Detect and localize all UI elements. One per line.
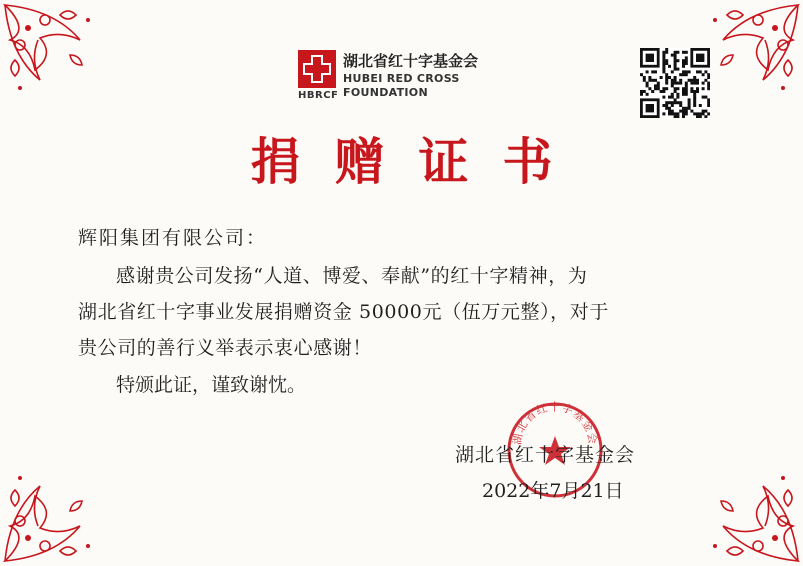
body-line: 贵公司的善行义举表示衷心感谢！ — [78, 337, 373, 359]
body-line: 湖北省红十字事业发展捐赠资金 50000元（伍万元整），对于 — [78, 301, 609, 323]
certificate-title: 捐赠证书 — [250, 132, 587, 191]
red-cross-icon — [298, 50, 336, 88]
qr-code-icon — [640, 48, 710, 118]
recipient-salutation: 辉阳集团有限公司： — [78, 227, 268, 249]
issue-date: 2022年7月21日 — [482, 480, 624, 502]
body-line: 感谢贵公司发扬“人道、博爱、奉献”的红十字精神，为 — [116, 265, 588, 287]
logo-name-chinese: 湖北省红十字基金会 — [343, 52, 479, 70]
logo-name-english-line2: FOUNDATION — [343, 86, 428, 99]
logo-name-english-line1: HUBEI RED CROSS — [343, 72, 460, 85]
closing-remark: 特颁此证，谨致谢忱。 — [116, 374, 307, 396]
foundation-logo — [298, 48, 528, 102]
signer-name: 湖北省红十字基金会 — [455, 444, 636, 466]
corner-ornament-icon — [0, 456, 110, 566]
seal-text: 湖北省红十字基金会 — [510, 400, 600, 446]
logo-abbreviation: HBRCF — [298, 90, 339, 101]
corner-ornament-icon — [0, 0, 110, 110]
certificate-body — [78, 258, 738, 366]
corner-ornament-icon — [693, 456, 803, 566]
